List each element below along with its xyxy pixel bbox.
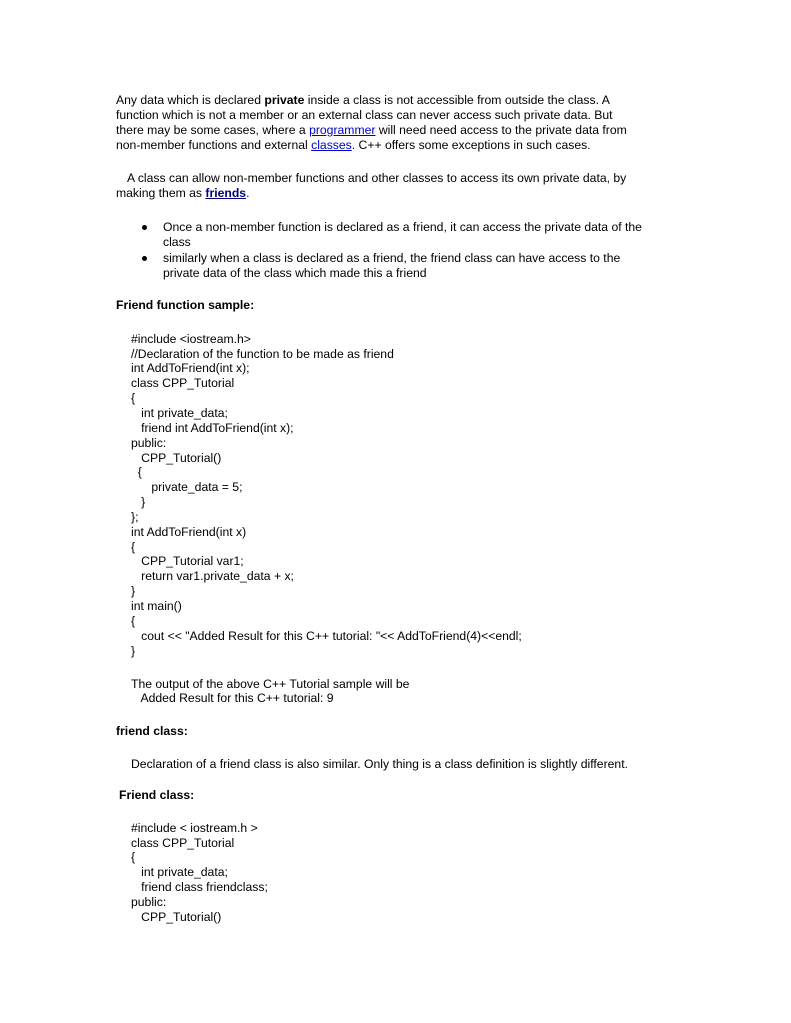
code-line: int main() xyxy=(131,599,182,613)
output-line-2: Added Result for this C++ tutorial: 9 xyxy=(131,691,334,705)
code-line: } xyxy=(131,584,136,598)
heading-friend-function-sample: Friend function sample: xyxy=(116,298,255,312)
code-line: return var1.private_data + x; xyxy=(131,569,294,583)
code-line: //Declaration of the function to be made as friend xyxy=(131,347,394,361)
code-line: } xyxy=(131,644,136,658)
bullet-icon xyxy=(142,225,147,230)
private-keyword: private xyxy=(264,93,305,107)
code-line: private_data = 5; xyxy=(131,480,243,494)
code-line: #include <iostream.h> xyxy=(131,332,251,346)
intro-text: non-member functions and external xyxy=(116,138,312,152)
code-line: int private_data; xyxy=(131,865,228,879)
code-line: { xyxy=(131,391,136,405)
code-line: class CPP_Tutorial xyxy=(131,376,235,390)
intro-text: Any data which is declared xyxy=(116,93,265,107)
friends-link[interactable]: friends xyxy=(205,186,247,200)
code-line: friend int AddToFriend(int x); xyxy=(131,421,294,435)
code-line: int AddToFriend(int x); xyxy=(131,361,250,375)
bullet-1-line-1: Once a non-member function is declared as a friend, it can access the private data of the xyxy=(163,220,642,234)
bullet-2-line-2: private data of the class which made this a friend xyxy=(163,266,427,280)
para2-text: making them as xyxy=(116,186,206,200)
intro-line-4 xyxy=(116,138,591,153)
bullet-2-line-1: similarly when a class is declared as a friend, the friend class can have access to the xyxy=(163,251,621,265)
code-line: cout << "Added Result for this C++ tutorial: "<< AddToFriend(4)<<endl; xyxy=(131,629,522,643)
para2-line-2 xyxy=(116,186,249,201)
code-line: CPP_Tutorial var1; xyxy=(131,554,244,568)
para2-line-1: A class can allow non-member functions and other classes to access its own private data, by xyxy=(127,171,627,185)
code-line: friend class friendclass; xyxy=(131,880,268,894)
bullet-1-line-2: class xyxy=(163,235,191,249)
intro-line-1 xyxy=(116,93,610,108)
friend-class-description: Declaration of a friend class is also similar. Only thing is a class definition is slightly different. xyxy=(131,757,628,771)
code-line: { xyxy=(131,614,136,628)
code-line: { xyxy=(131,540,136,554)
code-line: public: xyxy=(131,436,167,450)
code-line: { xyxy=(131,465,142,479)
programmer-link[interactable]: programmer xyxy=(309,123,376,137)
code-line: public: xyxy=(131,895,167,909)
output-line-1: The output of the above C++ Tutorial sample will be xyxy=(131,677,410,691)
heading-friend-class: Friend class: xyxy=(119,788,195,802)
intro-text: there may be some cases, where a xyxy=(116,123,310,137)
code-line: int AddToFriend(int x) xyxy=(131,525,247,539)
intro-text: will need need access to the private data from xyxy=(375,123,627,137)
code-line: }; xyxy=(131,510,139,524)
intro-line-3 xyxy=(116,123,627,138)
code-line: } xyxy=(131,495,146,509)
para2-text: . xyxy=(246,186,250,200)
code-line: CPP_Tutorial() xyxy=(131,910,222,924)
intro-text: inside a class is not accessible from outside the class. A xyxy=(304,93,610,107)
code-line: CPP_Tutorial() xyxy=(131,451,222,465)
classes-link[interactable]: classes xyxy=(311,138,352,152)
code-line: #include < iostream.h > xyxy=(131,821,258,835)
bullet-icon xyxy=(142,256,147,261)
intro-line-2: function which is not a member or an external class can never access such private data. But xyxy=(116,108,613,122)
heading-friend-class-lower: friend class: xyxy=(116,724,188,738)
code-line: class CPP_Tutorial xyxy=(131,836,235,850)
code-line: { xyxy=(131,850,136,864)
intro-text: . C++ offers some exceptions in such cases. xyxy=(351,138,591,152)
code-line: int private_data; xyxy=(131,406,228,420)
